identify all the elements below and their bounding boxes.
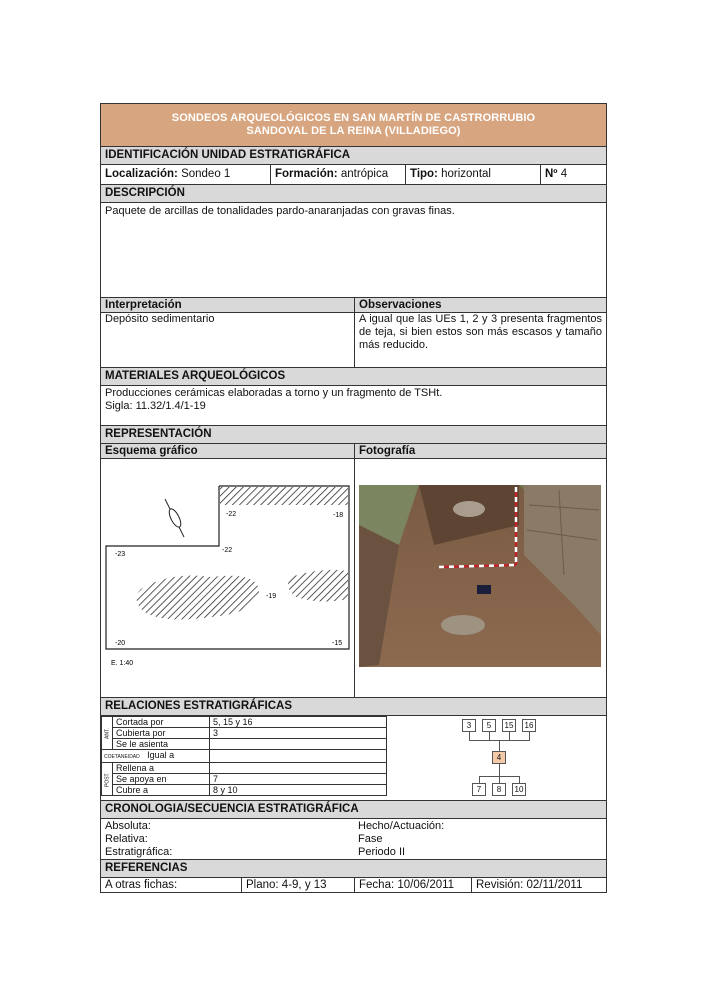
rel-row [102,728,387,739]
harris-node-bottom: 7 [472,783,486,796]
rel-row [102,763,387,774]
materiales-header: MATERIALES ARQUEOLÓGICOS [100,368,607,386]
materiales-box [100,386,607,426]
relaciones-table [101,716,387,796]
rel-row [102,785,387,796]
rel-value: 7 [210,774,387,785]
rel-label: Cubre a [113,785,210,796]
relaciones-header: RELACIONES ESTRATIGRÁFICAS [100,698,607,716]
harris-line [489,732,490,740]
sketch-label-c: -23 [115,551,126,558]
sketch-label-f: -20 [115,640,126,647]
hecho-label: Hecho/Actuación: [358,820,445,832]
identificacion-row [100,165,607,185]
numero-label: Nº [545,168,558,180]
sketch-label-d: -22 [222,547,233,554]
harris-matrix [387,716,606,800]
referencias-row [100,878,607,893]
fase-value: Fase [358,833,383,845]
cronologia-row [100,819,607,860]
rel-value: 8 y 10 [210,785,387,796]
numero-value: 4 [560,168,568,180]
fecha-value: Fecha: 10/06/2011 [354,878,471,892]
rel-group-post: POST. [102,763,113,796]
rel-row [102,750,387,763]
rel-value: 3 [210,728,387,739]
esquema-label: Esquema gráfico [105,445,198,457]
harris-node-top: 5 [482,719,496,732]
relaciones-table-wrap [101,716,387,800]
descripcion-header: DESCRIPCIÓN [100,185,607,203]
relaciones-row [100,716,607,801]
representacion-body [100,459,607,698]
interp-obs-header-row [100,298,607,313]
sketch-label-g: -15 [332,640,343,647]
otras-fichas: A otras fichas: [105,879,178,891]
rel-value [210,739,387,750]
harris-line [509,732,510,740]
hatch-top [220,487,348,505]
harris-node-top: 16 [522,719,536,732]
tipo-value: horizontal [441,168,491,180]
sketch-scale: E. 1:40 [111,660,134,667]
periodo-value: Periodo II [358,846,406,858]
plano-value: Plano: 4-9, y 13 [241,878,354,892]
record-sheet [100,103,607,893]
cronologia-header: CRONOLOGIA/SECUENCIA ESTRATIGRÁFICA [100,801,607,819]
rel-label: Se apoya en [113,774,210,785]
localizacion-label: Localización: [105,168,178,180]
interp-obs-row [100,313,607,368]
title-line-1: SONDEOS ARQUEOLÓGICOS EN SAN MARTÍN DE CASTRORRUBIO [171,112,536,124]
rel-value [210,750,387,763]
rel-group-ant: ANT. [102,717,113,750]
representacion-subheader-row [100,444,607,459]
sketch-label-a: -22 [226,511,237,518]
hatch-blob-right [288,570,348,602]
fotografia-panel [354,459,606,697]
descripcion-text: Paquete de arcillas de tonalidades pardo-anaranjadas con gravas finas. [105,205,455,217]
cronologia-left [101,819,354,859]
hatch-blob-left [136,576,259,620]
sheet-title [100,103,607,147]
estratigrafica-label: Estratigráfica: [105,846,173,858]
rel-value: 5, 15 y 16 [210,717,387,728]
materiales-line-1: Producciones cerámicas elaboradas a torno y un fragmento de TSHt. [105,387,443,399]
tipo-label: Tipo: [410,168,438,180]
representacion-header: REPRESENTACIÓN [100,426,607,444]
observaciones-text: A igual que las UEs 1, 2 y 3 presenta fragmentos de teja, si bien estos son más escasos y tamaño más reducido. [354,313,606,367]
rel-row [102,717,387,728]
esquema-grafico [101,459,354,697]
numero-cell [540,165,606,184]
formacion-cell [270,165,405,184]
interpretacion-header: Interpretación [105,299,182,311]
harris-line [499,764,500,776]
rel-label: Igual a [147,750,175,760]
localizacion-cell [101,165,270,184]
harris-line [499,740,500,751]
tipo-cell [405,165,540,184]
sketch-plan [101,459,354,697]
cronologia-right [354,819,606,859]
harris-line [479,776,480,783]
descripcion-box [100,203,607,298]
interpretacion-text: Depósito sedimentario [105,313,215,325]
rel-row [102,739,387,750]
rel-igual-cell [102,750,210,763]
harris-node-bottom: 8 [492,783,506,796]
harris-node-bottom: 10 [512,783,526,796]
harris-line [499,776,500,783]
rel-label: Cubierta por [113,728,210,739]
rel-value [210,763,387,774]
sketch-label-b: -18 [333,512,344,519]
rel-group-coet: COETANEIDAD [104,754,140,760]
harris-node-top: 3 [462,719,476,732]
fotografia-label: Fotografía [354,444,606,458]
formacion-label: Formación: [275,168,338,180]
harris-node-top: 15 [502,719,516,732]
revision-value: Revisión: 02/11/2011 [471,878,606,892]
north-arrow-icon [165,499,184,537]
harris-line [469,732,470,740]
rel-label: Rellena a [113,763,210,774]
rel-row [102,774,387,785]
referencias-header: REFERENCIAS [100,860,607,878]
sketch-label-e: -19 [266,593,277,600]
harris-node-center: 4 [492,751,506,764]
title-line-2: SANDOVAL DE LA REINA (VILLADIEGO) [246,125,461,137]
relativa-label: Relativa: [105,833,148,845]
absoluta-label: Absoluta: [105,820,151,832]
rel-label: Cortada por [113,717,210,728]
identificacion-header: IDENTIFICACIÓN UNIDAD ESTRATIGRÁFICA [100,147,607,165]
excavation-photo [359,485,601,667]
harris-line [529,732,530,740]
rel-label: Se le asienta [113,739,210,750]
materiales-line-2: Sigla: 11.32/1.4/1-19 [105,400,206,412]
harris-line [519,776,520,783]
observaciones-header: Observaciones [354,298,606,312]
formacion-value: antrópica [340,168,389,180]
localizacion-value: Sondeo 1 [181,168,231,180]
